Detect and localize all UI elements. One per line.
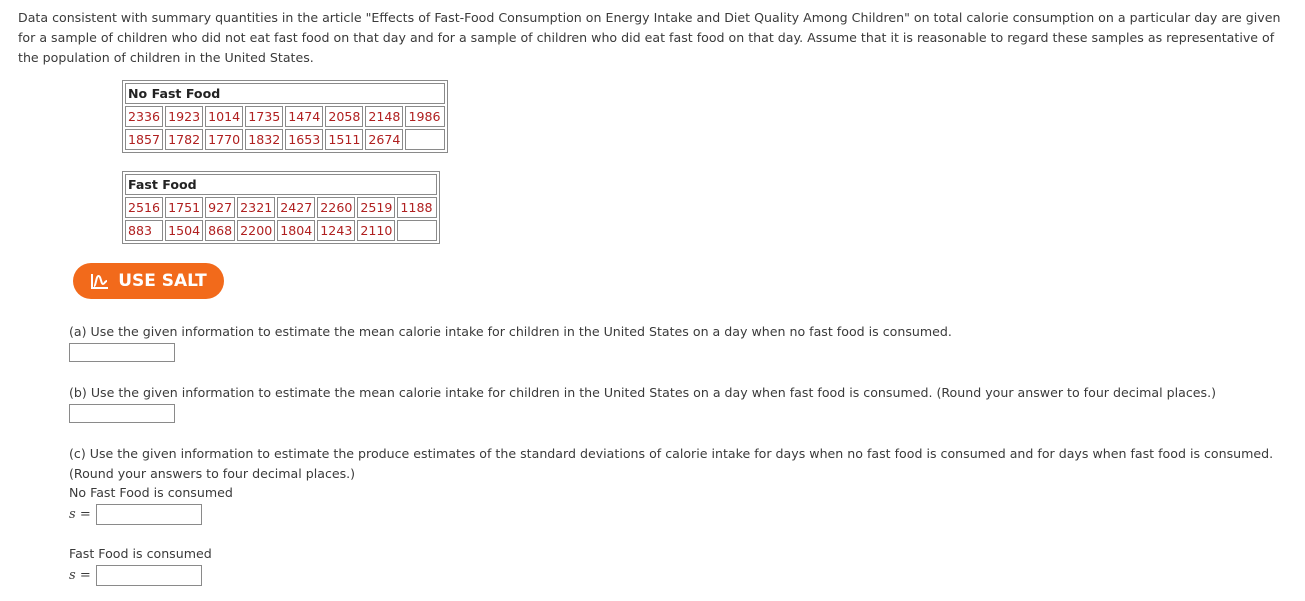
table-cell: 2427 bbox=[277, 197, 315, 218]
table-cell: 1188 bbox=[397, 197, 437, 218]
table-cell: 1504 bbox=[165, 220, 203, 241]
no-fast-food-sd-label: No Fast Food is consumed bbox=[69, 485, 233, 500]
table-cell: 2148 bbox=[365, 106, 403, 127]
table-cell: 1014 bbox=[205, 106, 243, 127]
table-cell: 2674 bbox=[365, 129, 403, 150]
fast-food-sd-input[interactable] bbox=[96, 565, 202, 586]
table-row bbox=[125, 129, 445, 150]
fast-food-table bbox=[122, 171, 440, 244]
table-cell: 1511 bbox=[325, 129, 363, 150]
table-cell: 1857 bbox=[125, 129, 163, 150]
table-cell: 2200 bbox=[237, 220, 275, 241]
table-cell: 1986 bbox=[405, 106, 445, 127]
fast-food-sd-label: Fast Food is consumed bbox=[69, 546, 212, 561]
table-cell: 2519 bbox=[357, 197, 395, 218]
table-cell-empty bbox=[405, 129, 445, 150]
table-cell: 1243 bbox=[317, 220, 355, 241]
table-cell: 1770 bbox=[205, 129, 243, 150]
table-row bbox=[125, 220, 437, 241]
table-cell: 2110 bbox=[357, 220, 395, 241]
question-c-text: (c) Use the given information to estimate the produce estimates of the standard deviations of calorie intake for days when no fast food is consumed and for days when fast food is consumed. (Round your answers to four decimal places.) bbox=[69, 446, 1274, 481]
table-title: Fast Food bbox=[125, 174, 437, 195]
problem-intro: Data consistent with summary quantities in the article "Effects of Fast-Food Consumption on Energy Intake and Diet Quality Among Children" on total calorie consumption on a particular day are given for a sample of children who did not eat fast food on that day and for a sample of children who did eat fast food on that day. Assume that it is reasonable to regard these samples as representative of the population of children in the United States. bbox=[18, 10, 1281, 65]
table-cell: 1923 bbox=[165, 106, 203, 127]
table-row bbox=[125, 197, 437, 218]
table-cell: 2336 bbox=[125, 106, 163, 127]
table-cell-empty bbox=[397, 220, 437, 241]
table-title: No Fast Food bbox=[125, 83, 445, 104]
question-a-text: (a) Use the given information to estimate the mean calorie intake for children in the United States on a day when no fast food is consumed. bbox=[69, 324, 952, 339]
s-symbol: s bbox=[69, 568, 76, 583]
s-symbol-label bbox=[69, 568, 91, 583]
no-fast-food-table bbox=[122, 80, 448, 153]
table-cell: 1782 bbox=[165, 129, 203, 150]
table-cell: 2516 bbox=[125, 197, 163, 218]
answer-a-input[interactable] bbox=[69, 343, 175, 362]
table-cell: 883 bbox=[125, 220, 163, 241]
table-cell: 2058 bbox=[325, 106, 363, 127]
s-symbol-label bbox=[69, 507, 91, 522]
equals-sign: = bbox=[79, 568, 91, 583]
table-cell: 2321 bbox=[237, 197, 275, 218]
table-cell: 868 bbox=[205, 220, 235, 241]
table-cell: 2260 bbox=[317, 197, 355, 218]
use-salt-label: USE SALT bbox=[118, 271, 207, 291]
question-b-text: (b) Use the given information to estimate the mean calorie intake for children in the United States on a day when fast food is consumed. (Round your answer to four decimal places.) bbox=[69, 385, 1216, 400]
s-symbol: s bbox=[69, 507, 76, 522]
table-cell: 1804 bbox=[277, 220, 315, 241]
no-fast-food-sd-input[interactable] bbox=[96, 504, 202, 525]
table-cell: 1735 bbox=[245, 106, 283, 127]
table-cell: 1653 bbox=[285, 129, 323, 150]
answer-b-input[interactable] bbox=[69, 404, 175, 423]
use-salt-button[interactable] bbox=[73, 263, 224, 299]
table-row bbox=[125, 106, 445, 127]
salt-chart-icon bbox=[90, 272, 110, 290]
table-cell: 927 bbox=[205, 197, 235, 218]
equals-sign: = bbox=[79, 507, 91, 522]
table-cell: 1751 bbox=[165, 197, 203, 218]
table-cell: 1474 bbox=[285, 106, 323, 127]
table-cell: 1832 bbox=[245, 129, 283, 150]
